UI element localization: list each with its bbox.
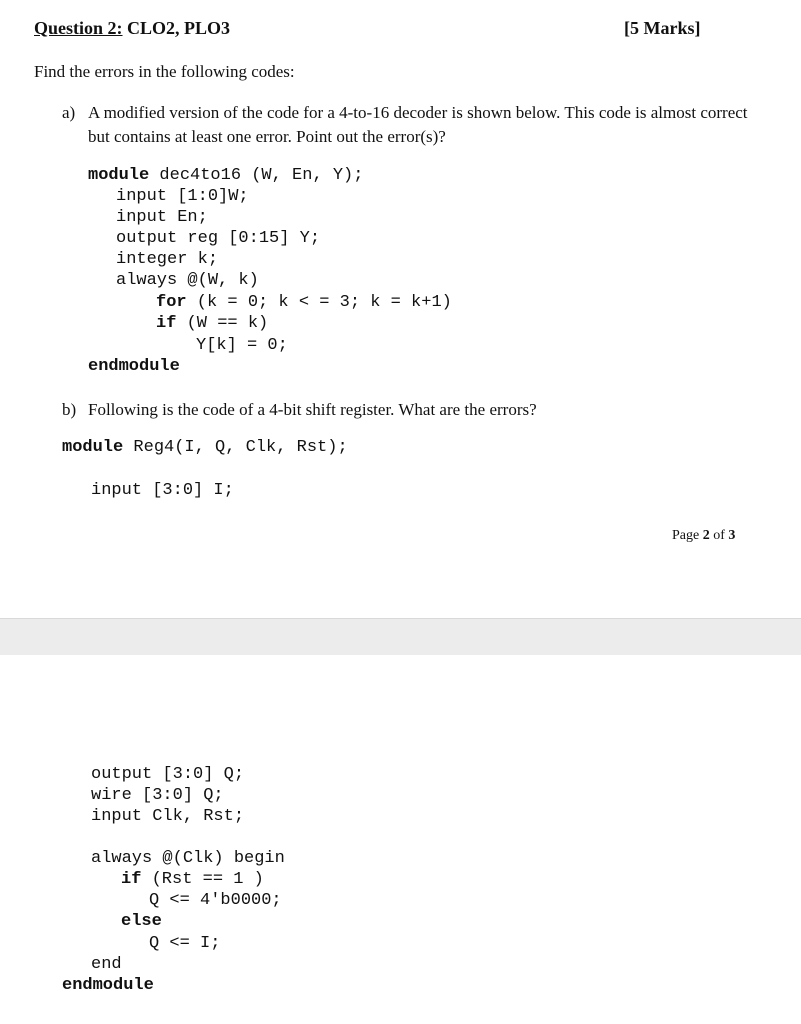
instruction-text: Find the errors in the following codes:: [34, 62, 295, 81]
code-b-line-11: end: [91, 955, 122, 974]
part-a-label: a): [62, 103, 76, 122]
code-a-line-9: Y[k] = 0;: [196, 336, 288, 355]
question-label: Question 2:: [34, 18, 123, 38]
code-b-line-7: if (Rst == 1 ): [121, 870, 264, 889]
code-b-line-12: endmodule: [62, 976, 154, 995]
page-separator: [0, 618, 801, 656]
code-b-line-3: output [3:0] Q;: [91, 765, 245, 784]
code-b-line-9: else: [121, 912, 162, 931]
question-title: [34, 18, 230, 39]
code-b-line-4: wire [3:0] Q;: [91, 786, 224, 805]
code-b-line-10: Q <= I;: [149, 934, 221, 953]
marks-label: [5 Marks]: [624, 18, 701, 38]
code-keyword: if: [121, 870, 142, 889]
code-b-line-1: module Reg4(I, Q, Clk, Rst);: [62, 438, 348, 457]
code-b-line-8: Q <= 4'b0000;: [149, 891, 282, 910]
code-a-line-10: endmodule: [88, 357, 180, 376]
code-a-line-3: input En;: [116, 208, 208, 227]
code-b-line-6: always @(Clk) begin: [91, 849, 285, 868]
code-a-line-8: if (W == k): [156, 314, 269, 333]
part-b-text: Following is the code of a 4-bit shift register. What are the errors?: [88, 400, 537, 419]
part-a-text: A modified version of the code for a 4-to-16 decoder is shown below. This code is almost correct but contains at least one error. Point out the error(s)?: [88, 103, 748, 146]
code-keyword: module: [62, 438, 124, 457]
page-3: [0, 655, 801, 1024]
code-b-line-5: input Clk, Rst;: [91, 807, 245, 826]
page-number: Page 2 of 3: [672, 528, 736, 543]
code-a-line-2: input [1:0]W;: [116, 187, 249, 206]
code-a-line-7: for (k = 0; k < = 3; k = k+1): [156, 293, 452, 312]
code-keyword: for: [156, 293, 187, 312]
code-a-line-4: output reg [0:15] Y;: [116, 229, 321, 248]
code-a-line-1: module dec4to16 (W, En, Y);: [88, 166, 364, 185]
code-b-line-2: input [3:0] I;: [91, 481, 234, 500]
code-a-line-5: integer k;: [116, 250, 219, 269]
code-keyword: module: [88, 166, 150, 185]
part-b-label: b): [62, 400, 77, 419]
code-a-line-6: always @(W, k): [116, 271, 259, 290]
question-codes: CLO2, PLO3: [127, 18, 231, 38]
code-keyword: if: [156, 314, 177, 333]
